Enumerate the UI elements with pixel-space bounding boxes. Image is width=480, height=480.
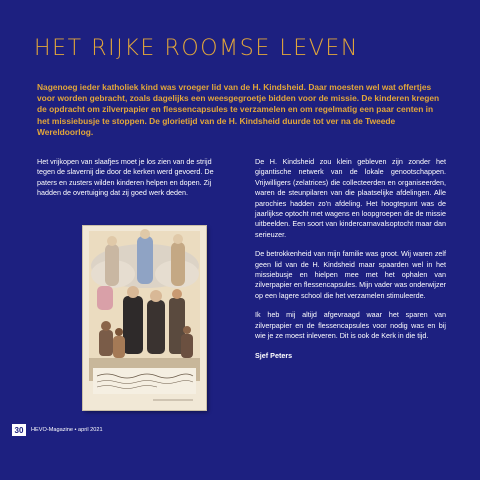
- right-paragraph-3: Ik heb mij altijd afgevraagd waar het sparen van zilverpapier en de flessencapsules voor nodig was en bij wie je ze moest inleveren. Dit is ook de Kerk in die tijd.: [255, 310, 446, 341]
- article-intro: Nagenoeg ieder katholiek kind was vroeger lid van de H. Kindsheid. Daar moesten wel wat offertjes voor worden gebracht, zoals dagelijks een weesgegroetje bidden voor de missie. De kinderen kregen de opdracht om zilverpapier en flessencapsules te verzamelen en om regelmatig een paar centen in het missiebusje te stoppen. De glorietijd van de H. Kindsheid duurde tot ver na de Tweede Wereldoorlog.: [37, 82, 440, 137]
- author-signature: Sjef Peters: [255, 350, 293, 360]
- page-footer: [12, 424, 103, 436]
- right-column: [255, 157, 446, 370]
- left-paragraph-1: Het vrijkopen van slaafjes moet je los zien van de strijd tegen de slavernij die door de kerken werd gevoerd. De paters en zusters wilden kinderen helpen en dopen. Zij hadden de overtuiging dat zij goed werk deden.: [37, 157, 214, 198]
- page-number: 30: [12, 424, 26, 436]
- right-paragraph-1: De H. Kindsheid zou klein gebleven zijn zonder het gigantische netwerk van de lokale genootschappen. Vrijwilligers (zelatrices) die collecteerden en organiseerden, waren de steunpilaren van die plaatselijke afdelingen. Alle parochies hadden zo'n afdeling. Het hoogtepunt was de jaarlijkse optocht met wagens en loopgroepen die de missie uitbeelden. Een soort van kindercarnavalsoptocht maar dan serieuzer.: [255, 157, 446, 239]
- publication-name: HEVO-Magazine • april 2021: [31, 427, 103, 433]
- right-paragraph-2: De betrokkenheid van mijn familie was groot. Wij waren zelf geen lid van de H. Kindsheid maar spaarden wel in het missiebusje en hielpen mee met het ophalen van zilverpapier en flessencapsules. Mijn vader was onderwijzer op een lagere school die het verzamelen stimuleerde.: [255, 249, 446, 300]
- article-title: HET RIJKE ROOMSE LEVEN: [34, 36, 359, 61]
- holy-card-illustration: [83, 226, 206, 410]
- left-column: [37, 157, 227, 208]
